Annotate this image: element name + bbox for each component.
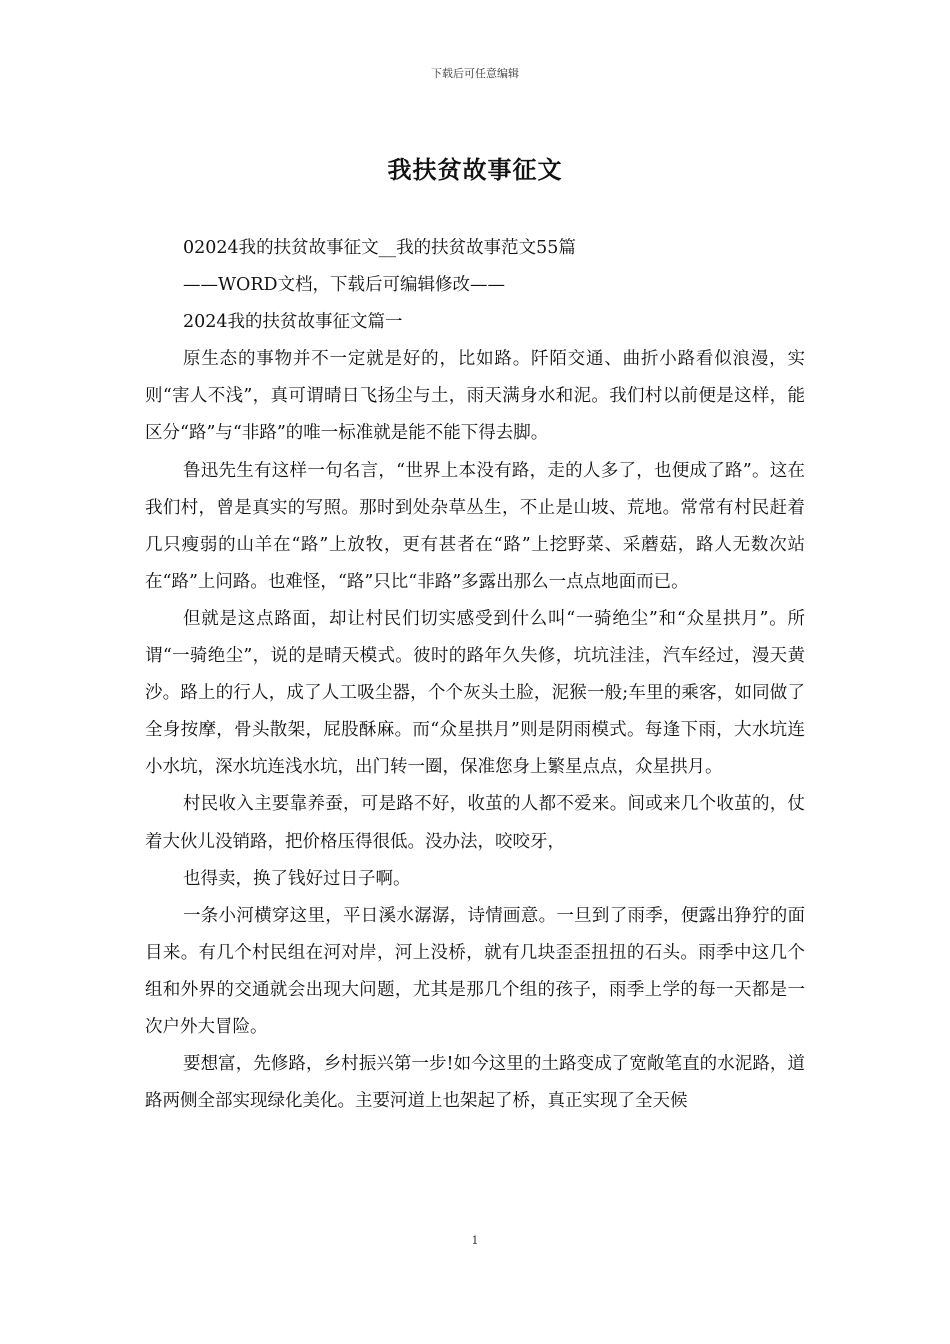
document-title: 我扶贫故事征文 — [387, 155, 563, 184]
paragraph: 要想富，先修路，乡村振兴第一步!如今这里的土路变成了宽敞笔直的水泥路，道路两侧全部实现绿化美化。主要河道上也架起了桥，真正实现了全天候 — [145, 1054, 805, 1112]
paragraph: 但就是这点路面，却让村民们切实感受到什么叫“一骑绝尘”和“众星拱月”。所谓“一骑绝尘”，说的是晴天模式。彼时的路年久失修，坑坑洼洼，汽车经过，漫天黄沙。路上的行人，成了人工吸尘器，个个灰头土脸，泥猴一般;车里的乘客，如同做了全身按摩，骨头散架，屁股酥麻。而“众星拱月”则是阴雨模式。每逢下雨，大水坑连小水坑，深水坑连浅水坑，出门转一圈，保准您身上繁星点点，众星拱月。 — [145, 608, 805, 778]
paragraph-section-heading: 2024我的扶贫故事征文篇一 — [183, 312, 403, 333]
paragraph: 鲁迅先生有这样一句名言，“世界上本没有路，走的人多了，也便成了路”。这在我们村，曾是真实的写照。那时到处杂草丛生，不止是山坡、荒地。常常有村民赶着几只瘦弱的山羊在“路”上放牧，更有甚者在“路”上挖野菜、采蘑菇，路人无数次站在“路”上问路。也难怪，“路”只比“非路”多露出那么一点点地面而已。 — [145, 460, 805, 592]
paragraph: 原生态的事物并不一定就是好的，比如路。阡陌交通、曲折小路看似浪漫，实则“害人不浅”，真可谓晴日飞扬尘与土，雨天满身水和泥。我们村以前便是这样，能区分“路”与“非路”的唯一标准就是能不能下得去脚。 — [145, 349, 805, 444]
paragraph: 一条小河横穿这里，平日溪水潺潺，诗情画意。一旦到了雨季，便露出狰狞的面目来。有几个村民组在河对岸，河上没桥，就有几块歪歪扭扭的石头。雨季中这几个组和外界的交通就会出现大问题，尤其是那几个组的孩子，雨季上学的每一天都是一次户外大冒险。 — [145, 905, 805, 1037]
paragraph-word-note: ——WORD文档，下载后可编辑修改—— — [183, 275, 506, 296]
page-number: 1 — [471, 1234, 479, 1247]
document-body — [145, 230, 805, 1120]
paragraph: 村民收入主要靠养蚕，可是路不好，收茧的人都不爱来。间或来几个收茧的，仗着大伙儿没销路，把价格压得很低。没办法，咬咬牙， — [145, 794, 805, 852]
paragraph: 也得卖，换了钱好过日子啊。 — [183, 868, 411, 889]
header-note: 下载后可任意编辑 — [431, 67, 519, 80]
paragraph-subtitle: 02024我的扶贫故事征文__我的扶贫故事范文55篇 — [183, 238, 576, 258]
